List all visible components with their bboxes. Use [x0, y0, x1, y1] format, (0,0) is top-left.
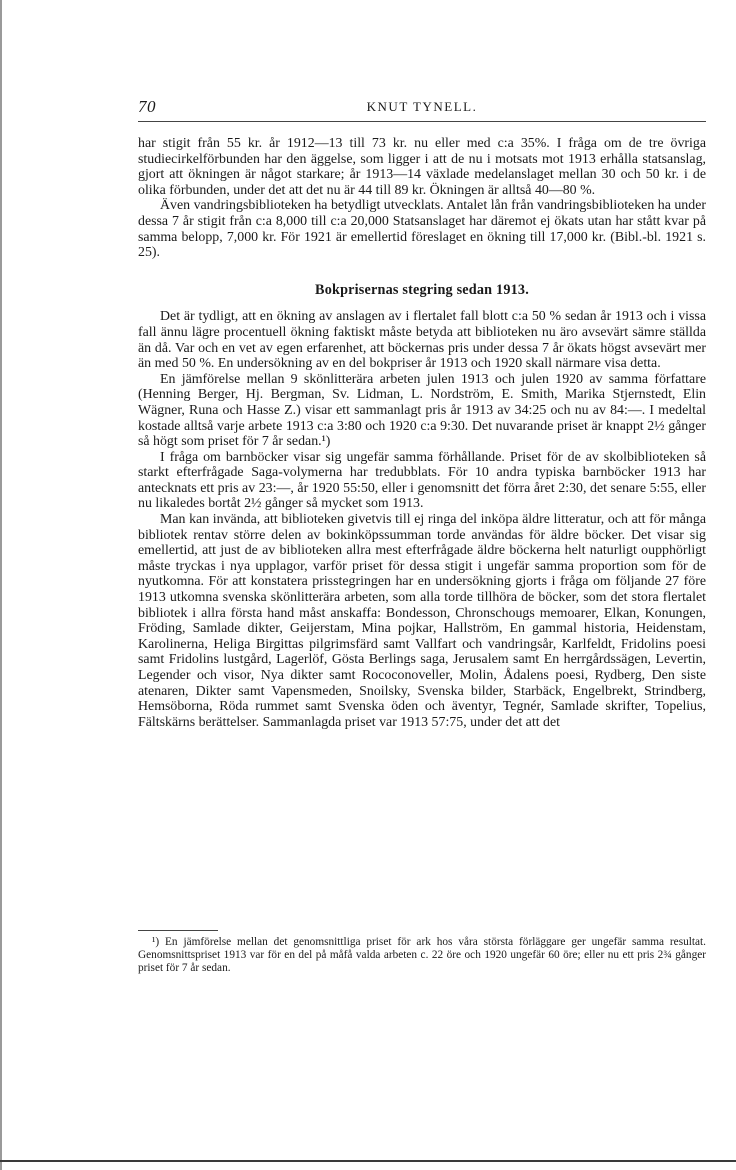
paragraph: har stigit från 55 kr. år 1912—13 till 73 kr. nu eller med c:a 35%. I fråga om de tre övriga studiecirkelförbunden har den äggelse, som ligger i att de nu i motsats mot 1913 erhålla statsanslag, gjort att ökningen är något starkare; år 1913—14 växlade medelanslaget mellan 30 och 50 kr. i de olika förbunden, under det att det nu är 44 till 89 kr. Ökningen är alltså 40—80 %.: [138, 136, 706, 198]
footnote-rule: [138, 930, 218, 931]
scan-edge-left: [0, 0, 2, 1170]
paragraph: Man kan invända, att biblioteken givetvis till ej ringa del inköpa äldre litteratur, och att för många bibliotek rentav större delen av bokinköpssumman torde användas för äldre böcker. Det visar sig emellertid, att just de av biblioteken allra mest efterfrågade äldre böckerna helt naturligt oupphörligt måste tryckas i nya upplagor, varför priset för dessa stigit i ungefär samma proportion som för de nyutkomna. För att konstatera prisstegringen har en undersökning gjorts i fråga om följande 27 före 1913 utkomna svenska skönlitterära arbeten, som alla torde tillhöra de böcker, som det stora flertalet bibliotek i allra första hand måst anskaffa: Bondesson, Chronschougs memoarer, Elkan, Konungen, Fröding, Samlade dikter, Geijerstam, Mina pojkar, Hallström, En gammal historia, Heidenstam, Karolinerna, Heliga Birgittas pilgrimsfärd samt Vallfart och vandringsår, Karlfeldt, Fridolins poesi samt Fridolins lustgård, Lagerlöf, Gösta Berlings saga, Jerusalem samt En herrgårdssägen, Levertin, Legender och visor, Nya dikter samt Rococonoveller, Molin, Ådalens poesi, Rydberg, Den siste atenaren, Dikter samt Vapensmeden, Snoilsky, Svenska bilder, Starbäck, Engelbrekt, Strindberg, Hemsöborna, Röda rummet samt Svenska öden och äventyr, Tegnér, Samlade skrifter, Topelius, Fältskärns berättelser. Sammanlagda priset var 1913 57:75, under det att det: [138, 512, 706, 730]
paragraph: Det är tydligt, att en ökning av anslagen av i flertalet fall blott c:a 50 % sedan år 1913 och i vissa fall ännu lägre procentuell ökning faktiskt måste betyda att biblioteken nu äro avsevärt sämre ställda än då. Var och en vet av egen erfarenhet, att böckernas pris under dessa 7 år ökats högst avsevärt mer än med 50 %. En undersökning av en del bokpriser år 1913 och 1920 skall närmare visa detta.: [138, 309, 706, 372]
body-text: [138, 136, 706, 730]
paragraph: Även vandringsbiblioteken ha betydligt utvecklats. Antalet lån från vandringsbiblioteken ha under dessa 7 år stigit från c:a 8,000 till c:a 20,000 Statsanslaget har däremot ej ökats utan har stått kvar på samma belopp, 7,000 kr. För 1921 är emellertid föreslaget en ökning till 17,000 kr. (Bibl.-bl. 1921 s. 25).: [138, 198, 706, 261]
paragraph: I fråga om barnböcker visar sig ungefär samma förhållande. Priset för de av skolbiblioteken så starkt efterfrågade Saga-volymerna har tredubblats. För 10 andra typiska barnböcker 1913 har antecknats ett pris av 23:—, år 1920 55:50, eller i genomsnitt det förra året 2:30, det senare 5:55, eller nu likaledes bortåt 2½ gånger så mycket som 1913.: [138, 449, 706, 512]
scan-edge-bottom: [0, 1160, 736, 1162]
section-heading: Bokprisernas stegring sedan 1913.: [315, 281, 529, 298]
page-header: [138, 97, 706, 119]
footnote: [138, 936, 706, 976]
page-number: 70: [138, 97, 156, 116]
header-rule: [138, 121, 706, 122]
running-head: KNUT TYNELL.: [366, 99, 478, 114]
footnote-text: ¹) En jämförelse mellan det genomsnittliga priset för ark hos våra största förläggare ger ungefär samma resultat. Genomsnittspriset 1913 var för en del på måfå valda arbeten c. 22 öre och 1920 ungefär 60 öre; eller nu ett pris 2¾ gånger priset för 7 år sedan.: [138, 936, 706, 975]
paragraph: En jämförelse mellan 9 skönlitterära arbeten julen 1913 och julen 1920 av samma författare (Henning Berger, Hj. Bergman, Sv. Lidman, L. Nordström, E. Smith, Marika Stjernstedt, Elin Wägner, Runa och Hasse Z.) visar ett sammanlagt pris år 1913 av 34:25 och nu av 84:—. I medeltal kostade alltså varje arbete 1913 c:a 3:80 och 1920 c:a 9:30. Det nuvarande priset är knappt 2½ gånger så högt som priset för 7 år sedan.¹): [138, 371, 706, 450]
